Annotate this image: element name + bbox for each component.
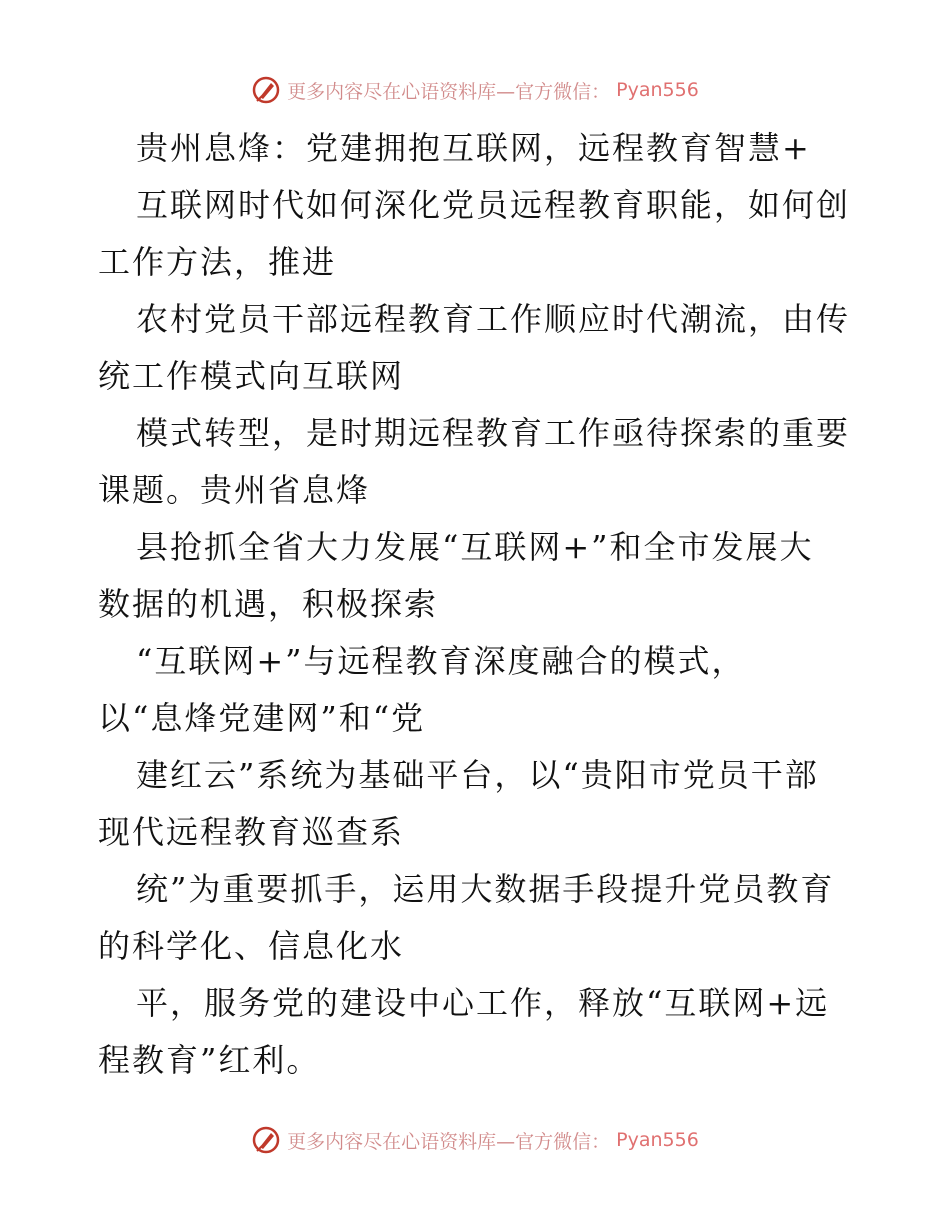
text-line: 模式转型，是时期远程教育工作亟待探索的重要 [136, 414, 851, 452]
document-body [98, 120, 858, 1089]
text-line: 程教育”红利。 [98, 1041, 321, 1079]
watermark-handle: Pyan556 [616, 79, 699, 101]
text-line: 数据的机遇，积极探索 [98, 585, 439, 623]
quill-pen-logo-icon [251, 75, 281, 105]
text-line: 建红云”系统为基础平台，以“贵阳市党员干部 [136, 756, 819, 794]
watermark-handle: Pyan556 [616, 1129, 699, 1151]
text-line: 的科学化、信息化水 [98, 927, 405, 965]
quill-pen-logo-icon [251, 1125, 281, 1155]
text-line: 统工作模式向互联网 [98, 357, 405, 395]
watermark-text: 更多内容尽在心语资料库—官方微信： [287, 1130, 611, 1153]
text-line: 贵州息烽：党建拥抱互联网，远程教育智慧+ [136, 129, 811, 167]
footer-watermark [0, 1120, 950, 1160]
text-line: 平，服务党的建设中心工作，释放“互联网+远 [136, 984, 830, 1022]
text-line: 现代远程教育巡查系 [98, 813, 405, 851]
header-watermark [0, 70, 950, 110]
text-line: 工作方法，推进 [98, 243, 337, 281]
text-line: 课题。贵州省息烽 [98, 471, 371, 509]
text-line: 农村党员干部远程教育工作顺应时代潮流，由传 [136, 300, 851, 338]
text-line: “互联网+”与远程教育深度融合的模式， [136, 642, 746, 680]
text-line: 互联网时代如何深化党员远程教育职能，如何创 [136, 186, 851, 224]
text-line: 以“息烽党建网”和“党 [98, 699, 426, 737]
text-line: 统”为重要抓手，运用大数据手段提升党员教育 [136, 870, 835, 908]
text-line: 县抢抓全省大力发展“互联网+”和全市发展大 [136, 528, 814, 566]
watermark-text: 更多内容尽在心语资料库—官方微信： [287, 80, 611, 103]
